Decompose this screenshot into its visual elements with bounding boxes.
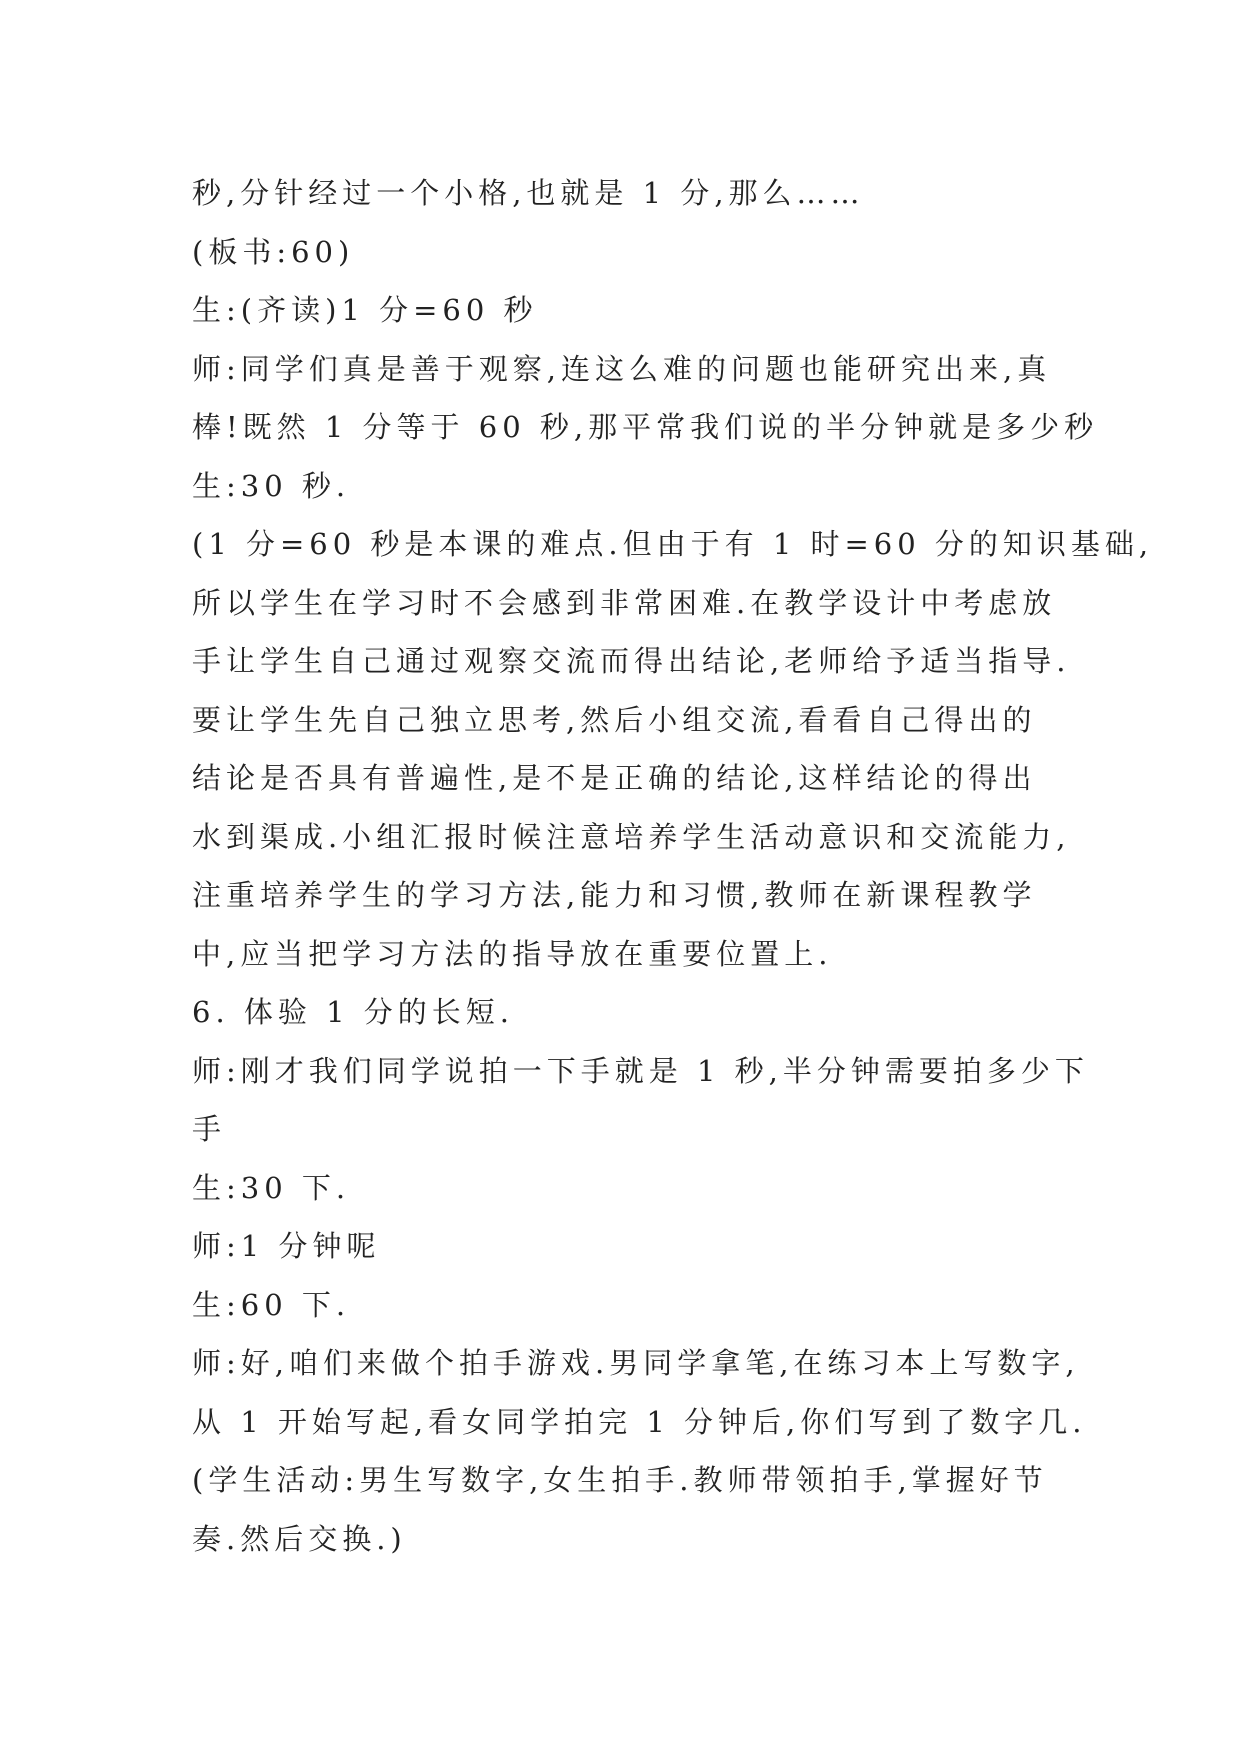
text-line: 生:60 下. — [192, 1287, 351, 1322]
text-line: (1 分=60 秒是本课的难点.但由于有 1 时=60 分的知识基础, — [192, 527, 1154, 561]
text-line: 结论是否具有普遍性,是不是正确的结论,这样结论的得出 — [192, 761, 1037, 795]
text-line: (板书:60) — [192, 234, 355, 269]
text-line: 生:30 下. — [192, 1170, 351, 1205]
text-line: 所以学生在学习时不会感到非常困难.在教学设计中考虑放 — [192, 585, 1057, 620]
text-line: 中,应当把学习方法的指导放在重要位置上. — [192, 936, 833, 971]
section-heading: 6. 体验 1 分的长短. — [192, 995, 514, 1029]
text-line: 生:(齐读)1 分=60 秒 — [192, 293, 538, 327]
text-line: 手 — [192, 1112, 227, 1146]
text-line: (学生活动:男生写数字,女生拍手.教师带领拍手,掌握好节 — [192, 1463, 1048, 1497]
text-line: 手让学生自己通过观察交流而得出结论,老师给予适当指导. — [192, 644, 1071, 678]
text-line: 师:好,咱们来做个拍手游戏.男同学拿笔,在练习本上写数字, — [192, 1346, 1080, 1380]
text-line: 注重培养学生的学习方法,能力和习惯,教师在新课程教学 — [192, 878, 1037, 912]
text-line: 师:1 分钟呢 — [192, 1229, 381, 1263]
text-line: 师:刚才我们同学说拍一下手就是 1 秒,半分钟需要拍多少下 — [192, 1053, 1089, 1088]
text-line: 要让学生先自己独立思考,然后小组交流,看看自己得出的 — [192, 702, 1037, 737]
document-body — [192, 164, 1154, 1568]
text-line: 师:同学们真是善于观察,连这么难的问题也能研究出来,真 — [192, 351, 1052, 386]
text-line: 奏.然后交换.) — [192, 1521, 407, 1556]
text-line: 从 1 开始写起,看女同学拍完 1 分钟后,你们写到了数字几. — [192, 1404, 1087, 1439]
text-line: 水到渠成.小组汇报时候注意培养学生活动意识和交流能力, — [192, 819, 1071, 854]
text-line: 棒!既然 1 分等于 60 秒,那平常我们说的半分钟就是多少秒 — [192, 410, 1099, 444]
text-line: 生:30 秒. — [192, 468, 351, 503]
text-line: 秒,分针经过一个小格,也就是 1 分,那么…… — [192, 176, 865, 210]
